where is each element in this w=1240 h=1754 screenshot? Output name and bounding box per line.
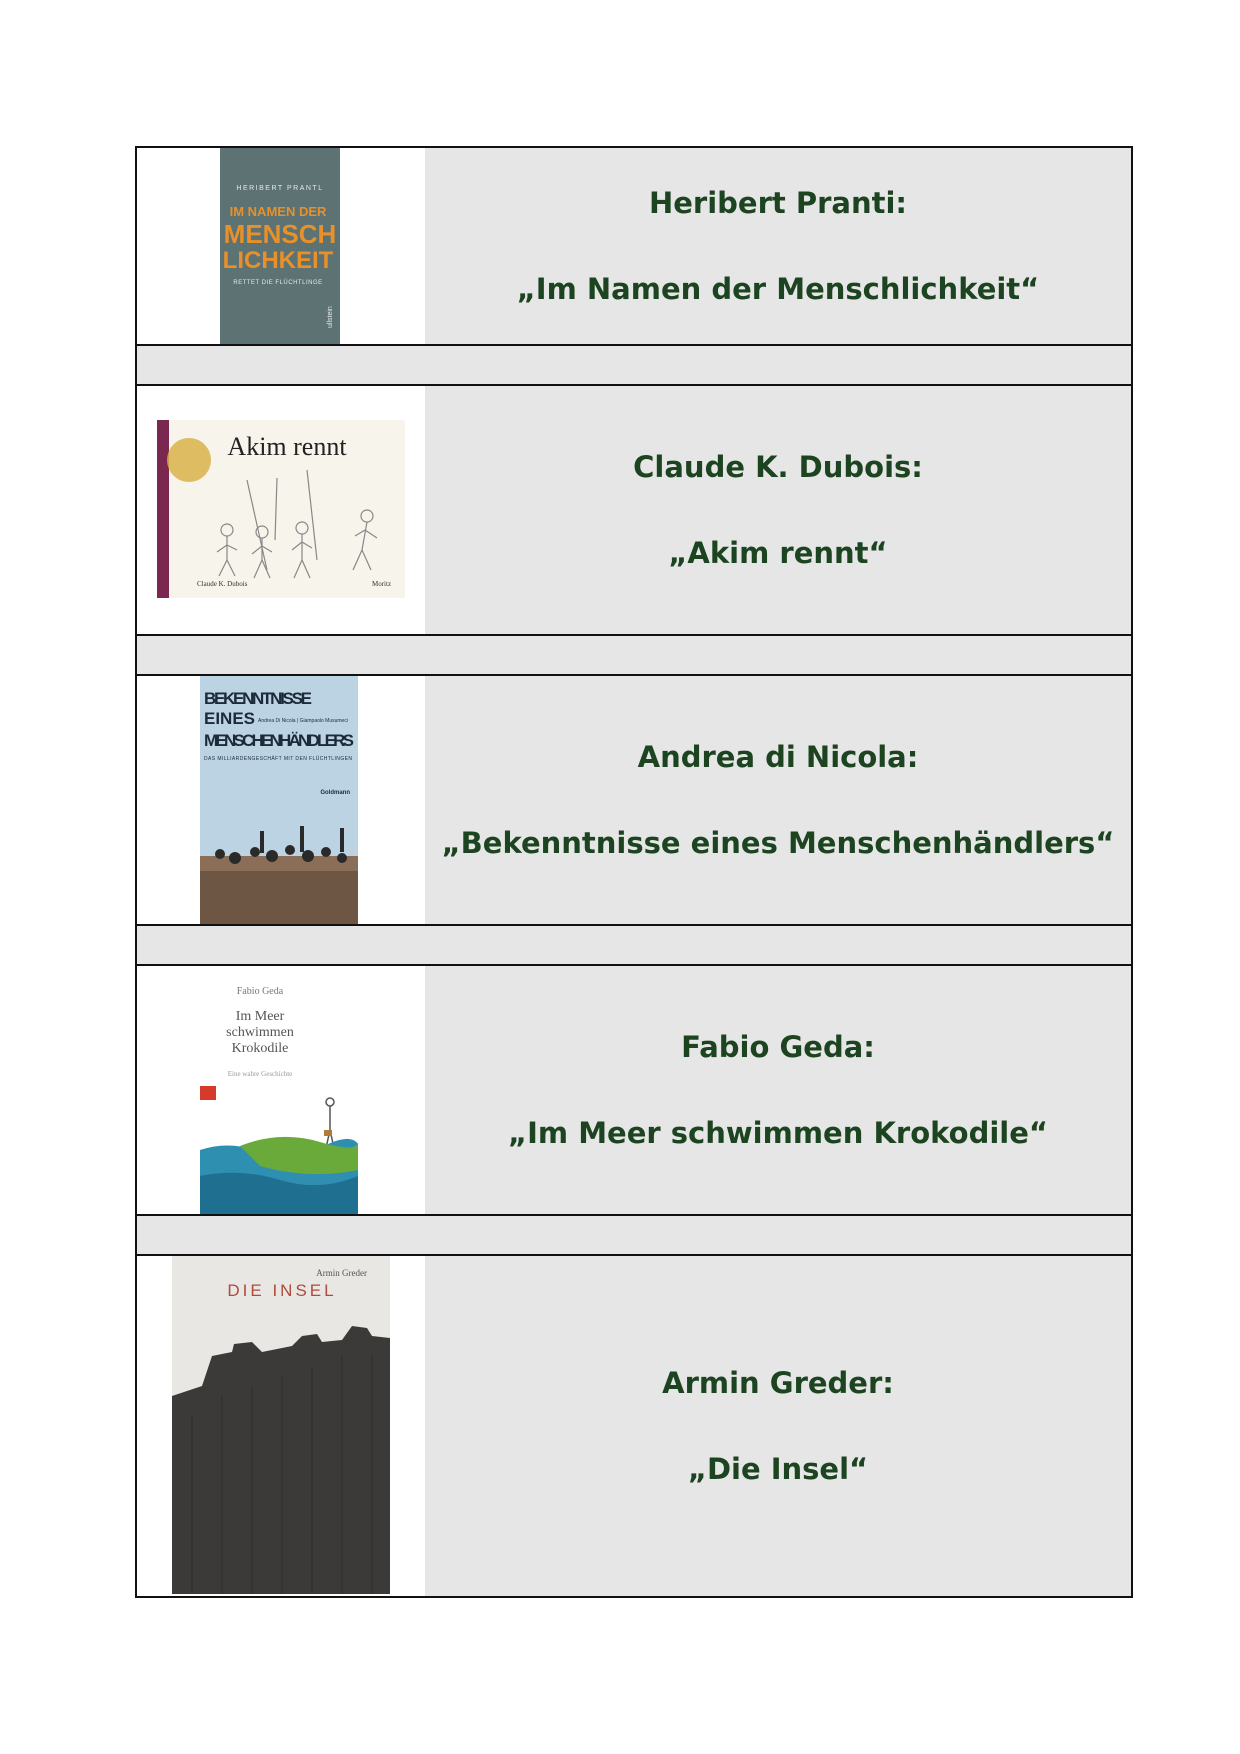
cover-publisher: Moritz bbox=[372, 580, 392, 588]
book-text-cell bbox=[425, 1256, 1131, 1596]
cover-line: Krokodile bbox=[231, 1041, 289, 1056]
book-table bbox=[135, 146, 1133, 1598]
cover-authors: Andrea Di Nicola | Giampaolo Musumeci bbox=[258, 718, 348, 724]
book-cover-image bbox=[157, 420, 405, 598]
book-title: „Im Namen der Menschlichkeit“ bbox=[516, 272, 1040, 306]
cover-subtitle: RETTET DIE FLÜCHTLINGE bbox=[233, 280, 323, 286]
book-title: „Bekenntnisse eines Menschenhändlers“ bbox=[441, 826, 1115, 860]
book-cover-cell bbox=[137, 966, 425, 1214]
cover-author: Armin Greder bbox=[316, 1268, 367, 1278]
book-title: „Akim rennt“ bbox=[668, 536, 888, 570]
cover-line: Im Meer bbox=[235, 1009, 285, 1024]
book-cover-cell bbox=[137, 148, 425, 344]
book-author: Fabio Geda: bbox=[681, 1030, 875, 1064]
book-cover-cell bbox=[137, 1256, 425, 1596]
cover-line: IM NAMEN DER bbox=[229, 204, 327, 219]
cover-line: MENSCH bbox=[223, 219, 337, 249]
cover-line: schwimmen bbox=[226, 1025, 294, 1040]
book-cover-image bbox=[172, 1256, 390, 1594]
cover-title: Akim rennt bbox=[227, 432, 347, 461]
cover-line: LICHKEIT bbox=[222, 247, 334, 274]
cover-line: MENSCHENHÄNDLERS bbox=[204, 731, 354, 750]
book-title: „Im Meer schwimmen Krokodile“ bbox=[508, 1116, 1048, 1150]
book-author: Andrea di Nicola: bbox=[637, 740, 919, 774]
book-author: Armin Greder: bbox=[662, 1366, 894, 1400]
row-spacer bbox=[137, 1216, 1131, 1256]
book-author: Heribert Pranti: bbox=[648, 186, 908, 220]
book-cover-image bbox=[220, 148, 340, 344]
book-cover-image bbox=[200, 676, 358, 924]
book-row bbox=[137, 148, 1131, 346]
cover-title: DIE INSEL bbox=[227, 1281, 337, 1300]
book-cover-image bbox=[200, 980, 358, 1214]
row-spacer bbox=[137, 346, 1131, 386]
book-row bbox=[137, 386, 1131, 636]
book-title: „Die Insel“ bbox=[687, 1452, 869, 1486]
book-cover-cell bbox=[137, 676, 425, 924]
book-text-cell bbox=[425, 386, 1131, 634]
book-row bbox=[137, 966, 1131, 1216]
row-spacer bbox=[137, 926, 1131, 966]
cover-subtitle: Eine wahre Geschichte bbox=[227, 1070, 293, 1078]
book-row bbox=[137, 1256, 1131, 1596]
cover-subtitle: DAS MILLIARDENGESCHÄFT MIT DEN FLÜCHTLINGEN bbox=[204, 756, 352, 762]
row-spacer bbox=[137, 636, 1131, 676]
book-cover-cell bbox=[137, 386, 425, 634]
cover-author: Claude K. Dubois bbox=[197, 580, 248, 588]
cover-author: Fabio Geda bbox=[236, 986, 284, 997]
cover-line: BEKENNTNISSE bbox=[204, 689, 312, 708]
book-author: Claude K. Dubois: bbox=[633, 450, 923, 484]
cover-spine: ullstein bbox=[327, 306, 334, 328]
cover-top-text: HERIBERT PRANTL bbox=[236, 185, 324, 192]
cover-publisher: Goldmann bbox=[320, 790, 350, 796]
book-text-cell bbox=[425, 148, 1131, 344]
cover-line: EINES bbox=[204, 709, 256, 728]
book-row bbox=[137, 676, 1131, 926]
book-text-cell bbox=[425, 966, 1131, 1214]
book-text-cell bbox=[425, 676, 1131, 924]
